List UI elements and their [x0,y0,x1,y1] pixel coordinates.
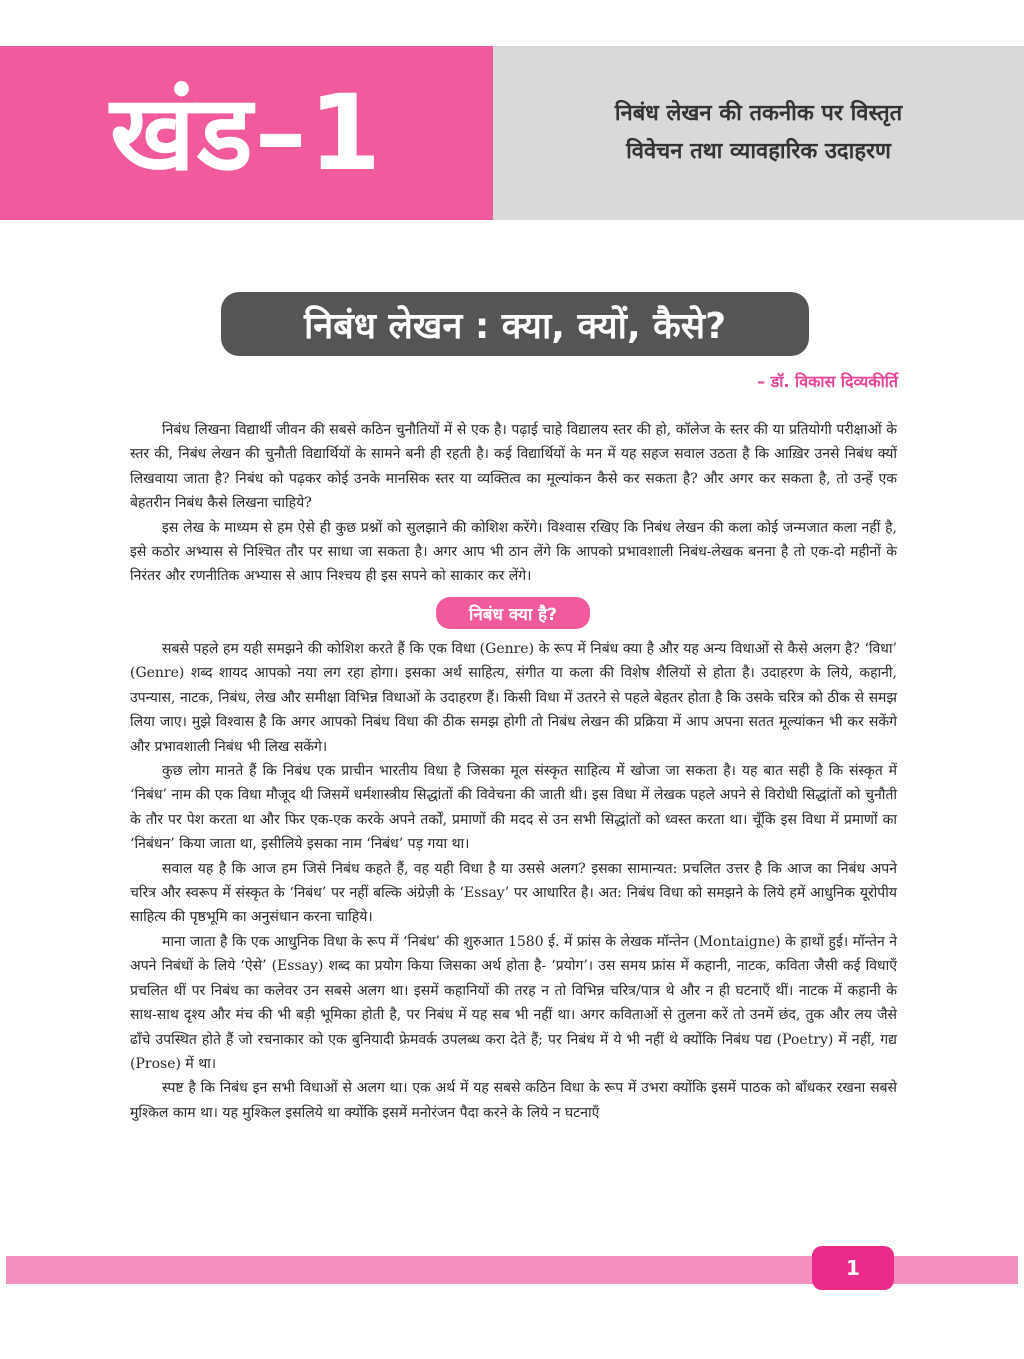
chapter-banner [0,46,1024,220]
body-paragraph: सवाल यह है कि आज हम जिसे निबंध कहते हैं, वह यही विधा है या उससे अलग? इसका सामान्यत: प्रचलित उत्तर है कि आज का निबंध अपने चरित्र और स्वरूप में संस्कृत के ‘निबंध’ पर नहीं बल्कि अंग्रेज़ी के ‘Essay’ पर आधारित है। अत: निबंध विधा को समझने के लिये हमें आधुनिक यूरोपीय साहित्य की पृष्ठभूमि का अनुसंधान करना चाहिये। [130,860,897,926]
chapter-banner-grey-block [493,46,1024,220]
chapter-title: खंड–1 [109,72,384,194]
intro-paragraph: निबंध लिखना विद्यार्थी जीवन की सबसे कठिन चुनौतियों में से एक है। पढ़ाई चाहे विद्यालय स्तर की हो, कॉलेज के स्तर की या प्रतियोगी परीक्षाओं के स्तर की, निबंध लेखन की चुनौती विद्यार्थियों के सामने बनी ही रहती है। कई विद्यार्थियों के मन में यह सहज सवाल उठता है कि आख़िर उनसे निबंध क्यों लिखवाया जाता है? निबंध को पढ़कर कोई उनके मानसिक स्तर या व्यक्तित्व का मूल्यांकन कैसे कर सकता है? और अगर कर सकता है, तो उन्हें एक बेहतरीन निबंध कैसे लिखना चाहिये? [130,422,897,512]
chapter-subtitle-line-1: निबंध लेखन की तकनीक पर विस्तृत [614,101,903,126]
intro-paragraph: इस लेख के माध्यम से हम ऐसे ही कुछ प्रश्नों को सुलझाने की कोशिश करेंगे। विश्वास रखिए कि निबंध लेखन की कला कोई जन्मजात कला नहीं है, इसे कठोर अभ्यास से निश्चित तौर पर साधा जा सकता है। अगर आप भी ठान लेंगे कि आपको प्रभावशाली निबंध-लेखक बनना है तो एक-दो महीनों के निरंतर और रणनीतिक अभ्यास से आप निश्चय ही इस सपने को साकार कर लेंगे। [130,519,897,585]
chapter-banner-pink-block [0,46,493,220]
body-paragraph: कुछ लोग मानते हैं कि निबंध एक प्राचीन भारतीय विधा है जिसका मूल संस्कृत साहित्य में खोजा जा सकता है। यह बात सही है कि संस्कृत में ‘निबंध’ नाम की एक विधा मौजूद थी जिसमें धर्मशास्त्रीय सिद्धांतों की विवेचना की जाती थी। इस विधा में लेखक पहले अपने से विरोधी सिद्धांतों को चुनौती के तौर पर पेश करता था और फिर एक-एक करके अपने तर्कों, प्रमाणों की मदद से उन सभी सिद्धांतों को ध्वस्त करता था। चूँकि इस विधा में प्रमाणों का ‘निबंधन’ किया जाता था, इसीलिये इसका नाम ‘निबंध’ पड़ गया था। [130,763,897,853]
section-body [130,637,897,1125]
body-paragraph: सबसे पहले हम यही समझने की कोशिश करते हैं कि एक विधा (Genre) के रूप में निबंध क्या है और यह अन्य विधाओं से कैसे अलग है? ‘विधा’ (Genre) शब्द शायद आपको नया लग रहा होगा। इसका अर्थ साहित्य, संगीत या कला की विशेष शैलियों से होता है। उदाहरण के लिये, कहानी, उपन्यास, नाटक, निबंध, लेख और समीक्षा विभिन्न विधाओं के उदाहरण हैं। किसी विधा में उतरने से पहले बेहतर होता है कि उसके चरित्र को ठीक से समझ लिया जाए। मुझे विश्वास है कि अगर आपको निबंध विधा की ठीक समझ होगी तो निबंध लेखन की प्रक्रिया में आप अपना सतत मूल्यांकन भी कर सकेंगे और प्रभावशाली निबंध भी लिख सकेंगे। [130,641,897,755]
page-number: 1 [812,1246,894,1290]
chapter-subtitle-line-2: विवेचन तथा व्यावहारिक उदाहरण [626,139,891,164]
article-author: – डॉ. विकास दिव्यकीर्ति [757,372,898,391]
section-heading: निबंध क्या है? [436,597,590,629]
article-title: निबंध लेखन : क्या, क्यों, कैसे? [221,292,809,356]
body-paragraph: माना जाता है कि एक आधुनिक विधा के रूप में ‘निबंध’ की शुरुआत 1580 ई. में फ्रांस के लेखक मॉन्तेन (Montaigne) के हाथों हुई। मॉन्तेन ने अपने निबंधों के लिये ‘ऐसे’ (Essay) शब्द का प्रयोग किया जिसका अर्थ होता है- ‘प्रयोग’। उस समय फ्रांस में कहानी, नाटक, कविता जैसी कई विधाएँ प्रचलित थीं पर निबंध का कलेवर उन सबसे अलग था। इसमें कहानियों की तरह न तो विभिन्न चरित्र/पात्र थे और न ही घटनाएँ थीं। नाटक में कहानी के साथ-साथ दृश्य और मंच की भी बड़ी भूमिका होती है, पर निबंध में यह सब भी नहीं था। अगर कविताओं से तुलना करें तो उनमें छंद, तुक और लय जैसे ढाँचे उपस्थित होते हैं जो रचनाकार को एक बुनियादी फ्रेमवर्क उपलब्ध करा देते हैं; पर निबंध में ये भी नहीं थे क्योंकि निबंध पद्य (Poetry) में नहीं, गद्य (Prose) में था। [130,933,897,1072]
intro-section [130,418,897,589]
body-paragraph: स्पष्ट है कि निबंध इन सभी विधाओं से अलग था। एक अर्थ में यह सबसे कठिन विधा के रूप में उभरा क्योंकि इसमें पाठक को बाँधकर रखना सबसे मुश्किल काम था। यह मुश्किल इसलिये था क्योंकि इसमें मनोरंजन पैदा करने के लिये न घटनाएँ [130,1080,897,1121]
